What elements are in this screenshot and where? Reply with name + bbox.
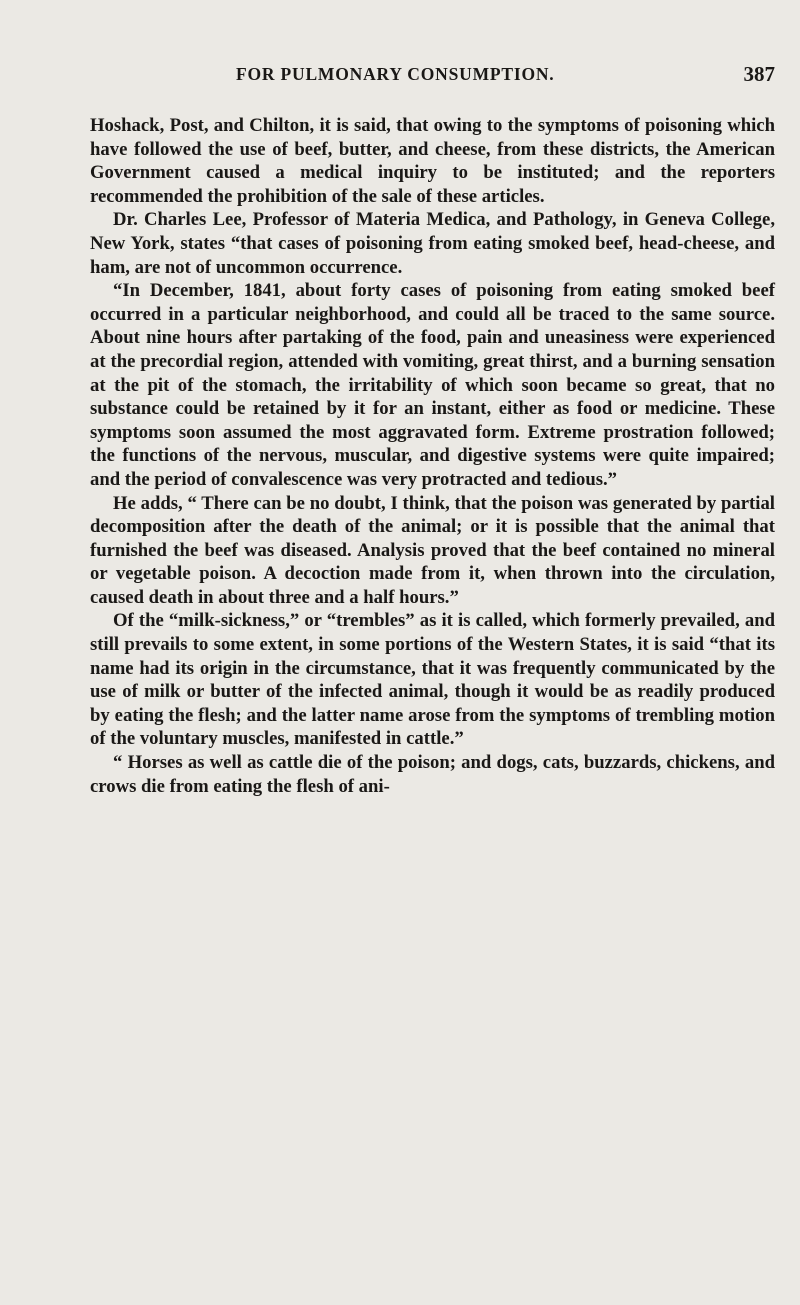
paragraph-3: “In December, 1841, about forty cases of poisoning from eating smoked beef occurred in a particular neighborhood, and could all be traced to the same source. About nine hours after partaking of the food, pain and uneasiness were experienced at the precordial region, attended with vomiting, great thirst, and a burning sensation at the pit of the stomach, the irritability of which soon became so great, that no substance could be retained by it for an instant, either as food or medicine. These symptoms soon assumed the most aggravated form. Extreme prostration followed; the functions of the nervous, muscular, and digestive systems were quite impaired; and the period of convalescence was very protracted and tedious.” xyxy=(90,280,775,490)
paragraph-5: Of the “milk-sickness,” or “trembles” as it is called, which formerly prevailed, and still prevails to some extent, in some portions of the Western States, it is said “that its name had its origin in the circumstance, that it was frequently communicated by the use of milk or butter of the infected animal, though it would be as readily produced by eating the flesh; and the latter name arose from the symptoms of trembling motion of the voluntary muscles, manifested in cattle.” xyxy=(90,610,775,750)
paragraph-1: Hoshack, Post, and Chilton, it is said, that owing to the symptoms of poisoning which have followed the use of beef, butter, and cheese, from these districts, the American Government caused a medical inquiry to be instituted; and the reporters recommended the prohibition of the sale of these articles. xyxy=(90,115,775,207)
body-text xyxy=(90,114,775,798)
page-number: 387 xyxy=(743,62,775,86)
paragraph-6: “ Horses as well as cattle die of the poison; and dogs, cats, buzzards, chickens, and crows die from eating the flesh of ani- xyxy=(90,752,775,797)
paragraph-2: Dr. Charles Lee, Professor of Materia Medica, and Pathology, in Geneva College, New York, states “that cases of poisoning from eating smoked beef, head-cheese, and ham, are not of uncommon occurrence. xyxy=(90,209,775,278)
paragraph-4: He adds, “ There can be no doubt, I think, that the poison was generated by partial decomposition after the death of the animal; or it is possible that the animal that furnished the beef was diseased. Analysis proved that the beef contained no mineral or vegetable poison. A decoction made from it, when thrown into the circulation, caused death in about three and a half hours.” xyxy=(90,492,775,608)
page-header xyxy=(90,64,775,94)
running-title: FOR PULMONARY CONSUMPTION. xyxy=(236,64,555,84)
